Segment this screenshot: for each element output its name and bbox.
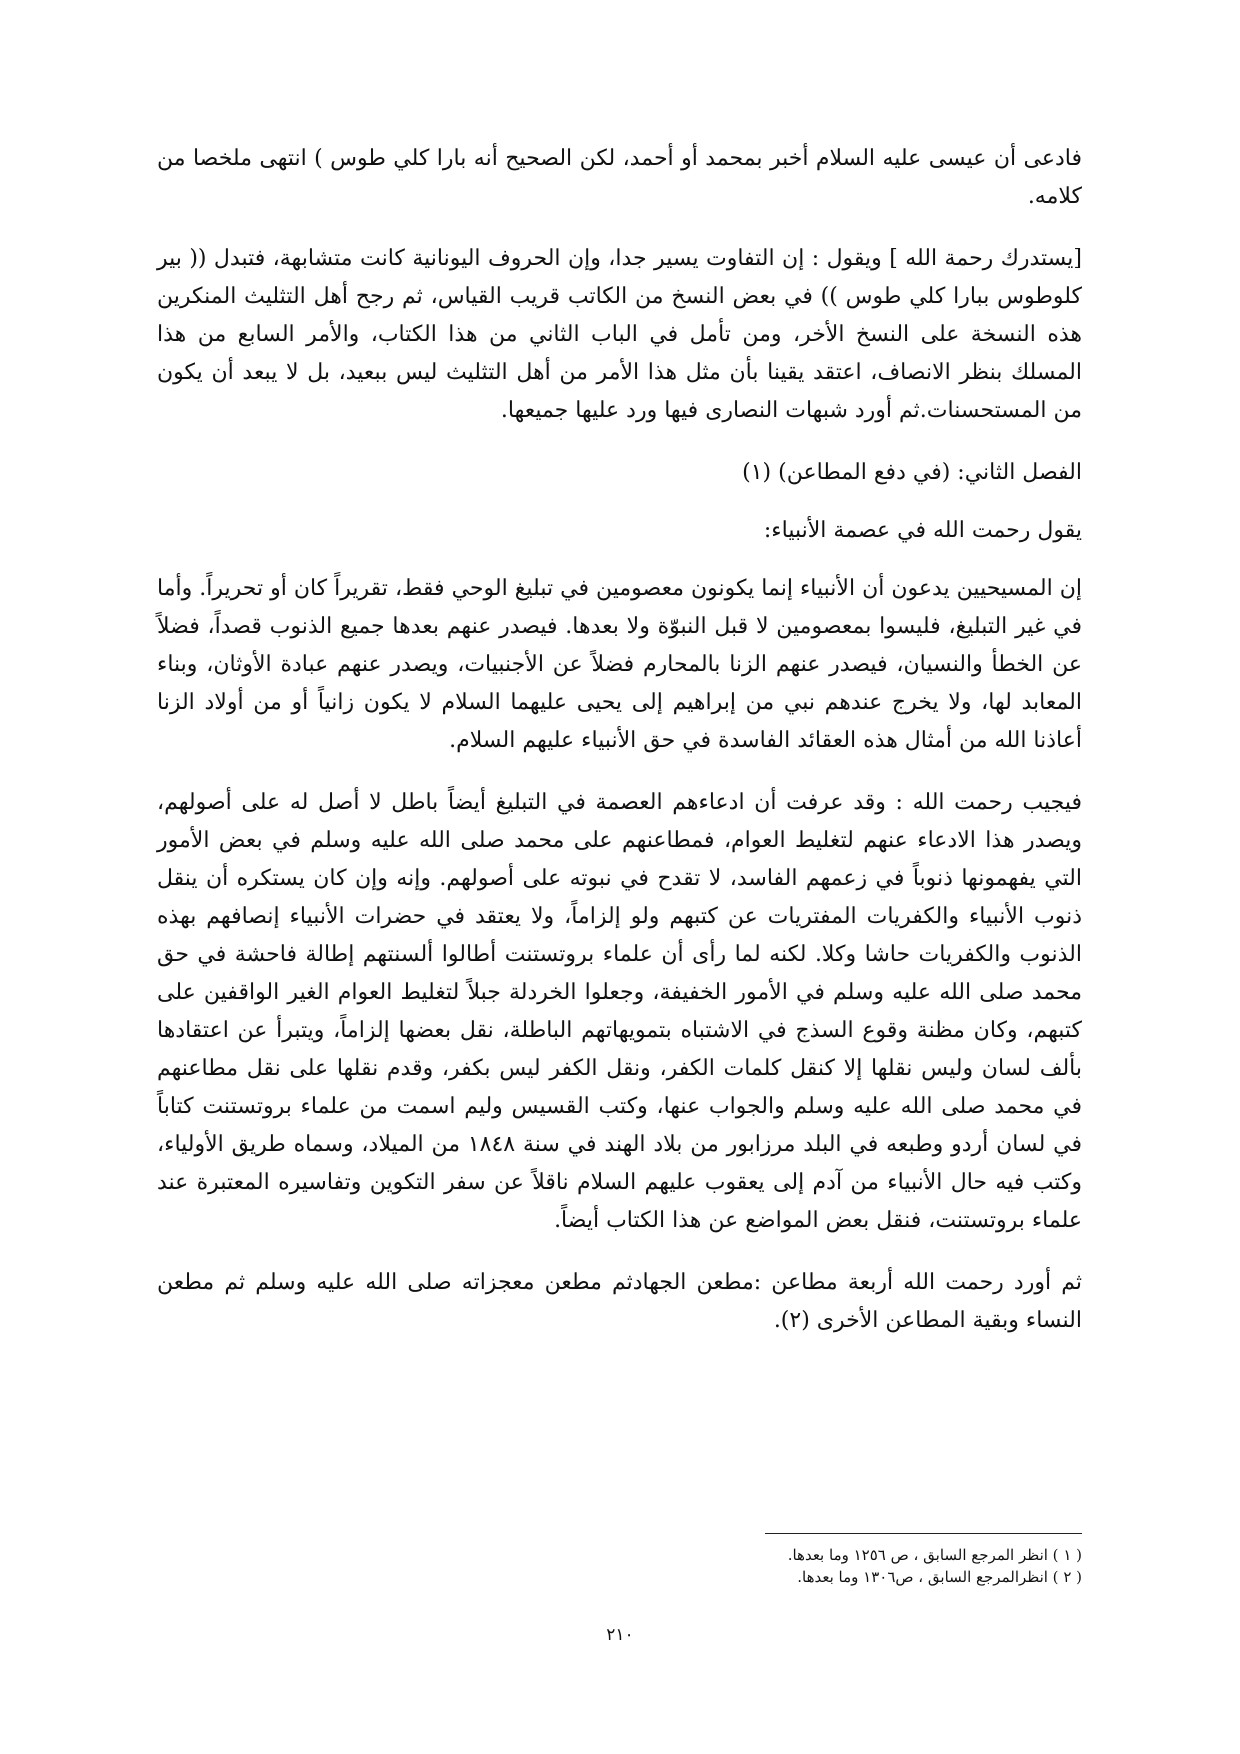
page-number: ٢١٠ xyxy=(606,1625,634,1645)
footnote-1: ( ١ ) انظر المرجع السابق ، ص ١٢٥٦ وما بعدها. xyxy=(787,1546,1082,1564)
footnote-separator xyxy=(765,1533,1082,1534)
paragraph-rahmatullah-correction: [يستدرك رحمة الله ] ويقول : إن التفاوت يسير جدا، وإن الحروف اليونانية كانت متشابهة، فتبدل (( بير كلوطوس ببارا كلي طوس )) في بعض النسخ من الكاتب قريب القياس، ثم رجح أهل التثليث المنكرين هذه النسخة على النسخ الأخر، ومن تأمل في الباب الثاني من هذا الكتاب، والأمر السابع من هذا المسلك بنظر الانصاف، اعتقد يقينا بأن مثل هذا الأمر من أهل التثليث ليس ببعيد، بل لا يبعد أن يكون من المستحسنات.ثم أورد شبهات النصارى فيها ورد عليها جميعها. xyxy=(157,246,1082,423)
subheading-prophets-infallibility: يقول رحمت الله في عصمة الأنبياء: xyxy=(763,518,1082,543)
paragraph-four-objections: ثم أورد رحمت الله أربعة مطاعن :مطعن الجهادثم مطعن معجزاته صلى الله عليه وسلم ثم مطعن النساء وبقية المطاعن الأخرى (٢). xyxy=(157,1270,1082,1333)
paragraph-rahmatullah-response: فيجيب رحمت الله : وقد عرفت أن ادعاءهم العصمة في التبليغ أيضاً باطل لا أصل له على أصولهم، ويصدر هذا الادعاء عنهم لتغليط العوام، فمطاعنهم على محمد صلى الله عليه وسلم في بعض الأمور التي يفهمونها ذنوباً في زعمهم الفاسد، لا تقدح في نبوته على أصولهم. وإنه وإن كان يستكره أن ينقل ذنوب الأنبياء والكفريات المفتريات عن كتبهم ولو إلزاماً، ولا يعتقد في حضرات الأنبياء إنصافهم بهذه الذنوب والكفريات حاشا وكلا. لكنه لما رأى أن علماء بروتستنت أطالوا ألسنتهم إطالة فاحشة في حق محمد صلى الله عليه وسلم في الأمور الخفيفة، وجعلوا الخردلة جبلاً لتغليط العوام الغير الواقفين على كتبهم، وكان مظنة وقوع السذج في الاشتباه بتمويهاتهم الباطلة، نقل بعضها إلزاماً، ويتبرأ عن اعتقادها بألف لسان وليس نقلها إلا كنقل كلمات الكفر، ونقل الكفر ليس بكفر، وقدم نقلها على نقل مطاعنهم في محمد صلى الله عليه وسلم والجواب عنها، وكتب القسيس وليم اسمت من علماء بروتستنت كتاباً في لسان أردو وطبعه في البلد مرزابور من بلاد الهند في سنة ١٨٤٨ من الميلاد، وسماه طريق الأولياء، وكتب فيه حال الأنبياء من آدم إلى يعقوب عليهم السلام ناقلاً عن سفر التكوين وتفاسيره المعتبرة عند علماء بروتستنت، فنقل بعض المواضع عن هذا الكتاب أيضاً. xyxy=(157,790,1083,1233)
footnote-2: ( ٢ ) انظرالمرجع السابق ، ص١٣٠٦ وما بعدها. xyxy=(797,1568,1082,1586)
paragraph-christian-claim: إن المسيحيين يدعون أن الأنبياء إنما يكونون معصومين في تبليغ الوحي فقط، تقريراً كان أو تحريراً. وأما في غير التبليغ، فليسوا بمعصومين لا قبل النبوّة ولا بعدها. فيصدر عنهم بعدها جميع الذنوب قصداً، فضلاً عن الخطأ والنسيان، فيصدر عنهم الزنا بالمحارم فضلاً عن الأجنبيات، ويصدر عنهم عبادة الأوثان، وبناء المعابد لها، ولا يخرج عندهم نبي من إبراهيم إلى يحيى عليهما السلام لا يكون زانياً أو من أولاد الزنا أعاذنا الله من أمثال هذه العقائد الفاسدة في حق الأنبياء عليهم السلام. xyxy=(157,576,1082,753)
paragraph-continuation: فادعى أن عيسى عليه السلام أخبر بمحمد أو أحمد، لكن الصحيح أنه بارا كلي طوس ) انتهى ملخصا من كلامه. xyxy=(157,146,1082,209)
footnotes xyxy=(482,1544,1082,1588)
page-body xyxy=(157,140,1082,1364)
section-heading: الفصل الثاني: (في دفع المطاعن) (١) xyxy=(742,460,1082,485)
